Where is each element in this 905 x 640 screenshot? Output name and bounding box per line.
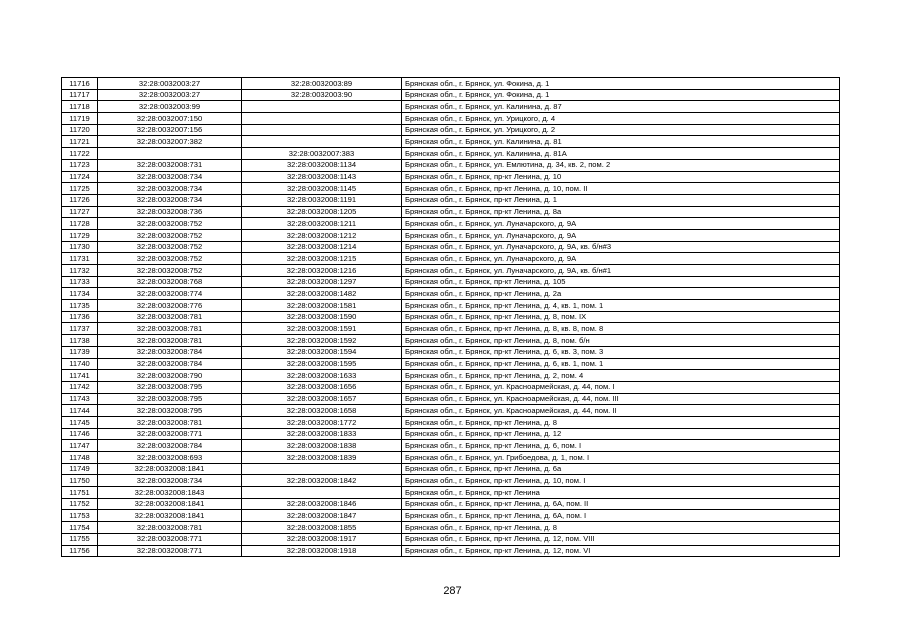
table-row bbox=[62, 498, 840, 510]
address-cell: Брянская обл., г. Брянск, ул. Луначарского, д. 9А, кв. б/н#3 bbox=[402, 241, 840, 253]
row-number-cell: 11756 bbox=[62, 545, 98, 557]
cadastral-number-cell: 32:28:0032003:27 bbox=[98, 78, 242, 90]
row-number-cell: 11731 bbox=[62, 253, 98, 265]
table-row bbox=[62, 124, 840, 136]
row-number-cell: 11754 bbox=[62, 522, 98, 534]
page-number: 287 bbox=[443, 585, 462, 597]
row-number-cell: 11722 bbox=[62, 148, 98, 160]
row-number-cell: 11733 bbox=[62, 276, 98, 288]
row-number-cell: 11723 bbox=[62, 159, 98, 171]
cadastral-number-cell: 32:28:0032008:736 bbox=[98, 206, 242, 218]
object-cadastral-number-cell: 32:28:0032008:1846 bbox=[242, 498, 402, 510]
row-number-cell: 11721 bbox=[62, 136, 98, 148]
address-cell: Брянская обл., г. Брянск, ул. Луначарского, д. 9А bbox=[402, 218, 840, 230]
cadastral-number-cell: 32:28:0032008:752 bbox=[98, 265, 242, 277]
object-cadastral-number-cell: 32:28:0032003:90 bbox=[242, 89, 402, 101]
object-cadastral-number-cell: 32:28:0032008:1633 bbox=[242, 370, 402, 382]
object-cadastral-number-cell bbox=[242, 113, 402, 125]
cadastral-number-cell: 32:28:0032008:731 bbox=[98, 159, 242, 171]
row-number-cell: 11730 bbox=[62, 241, 98, 253]
table-row bbox=[62, 78, 840, 90]
table-row bbox=[62, 136, 840, 148]
cadastral-number-cell: 32:28:0032008:781 bbox=[98, 335, 242, 347]
row-number-cell: 11727 bbox=[62, 206, 98, 218]
cadastral-number-cell: 32:28:0032007:150 bbox=[98, 113, 242, 125]
row-number-cell: 11747 bbox=[62, 440, 98, 452]
object-cadastral-number-cell: 32:28:0032008:1145 bbox=[242, 183, 402, 195]
address-cell: Брянская обл., г. Брянск, пр-кт Ленина, д. 1 bbox=[402, 194, 840, 206]
cadastral-number-cell: 32:28:0032003:27 bbox=[98, 89, 242, 101]
table-row bbox=[62, 346, 840, 358]
cadastral-number-cell: 32:28:0032008:734 bbox=[98, 183, 242, 195]
address-cell: Брянская обл., г. Брянск, ул. Красноармейская, д. 44, пом. I bbox=[402, 381, 840, 393]
address-cell: Брянская обл., г. Брянск, ул. Красноармейская, д. 44, пом. II bbox=[402, 405, 840, 417]
table-row bbox=[62, 545, 840, 557]
table-row bbox=[62, 171, 840, 183]
object-cadastral-number-cell: 32:28:0032008:1297 bbox=[242, 276, 402, 288]
row-number-cell: 11729 bbox=[62, 229, 98, 241]
table-row bbox=[62, 510, 840, 522]
object-cadastral-number-cell: 32:28:0032008:1205 bbox=[242, 206, 402, 218]
row-number-cell: 11736 bbox=[62, 311, 98, 323]
row-number-cell: 11719 bbox=[62, 113, 98, 125]
cadastral-number-cell: 32:28:0032008:752 bbox=[98, 218, 242, 230]
address-cell: Брянская обл., г. Брянск, пр-кт Ленина, д. 10 bbox=[402, 171, 840, 183]
table-row bbox=[62, 311, 840, 323]
row-number-cell: 11749 bbox=[62, 463, 98, 475]
row-number-cell: 11720 bbox=[62, 124, 98, 136]
cadastral-number-cell: 32:28:0032008:734 bbox=[98, 475, 242, 487]
row-number-cell: 11753 bbox=[62, 510, 98, 522]
table-row bbox=[62, 253, 840, 265]
table-row bbox=[62, 522, 840, 534]
address-cell: Брянская обл., г. Брянск, пр-кт Ленина, д. 8а bbox=[402, 206, 840, 218]
row-number-cell: 11735 bbox=[62, 300, 98, 312]
address-cell: Брянская обл., г. Брянск, ул. Красноармейская, д. 44, пом. III bbox=[402, 393, 840, 405]
object-cadastral-number-cell: 32:28:0032007:383 bbox=[242, 148, 402, 160]
address-cell: Брянская обл., г. Брянск, пр-кт Ленина, д. 10, пом. II bbox=[402, 183, 840, 195]
address-cell: Брянская обл., г. Брянск, пр-кт Ленина bbox=[402, 487, 840, 499]
table-row bbox=[62, 440, 840, 452]
object-cadastral-number-cell: 32:28:0032008:1833 bbox=[242, 428, 402, 440]
object-cadastral-number-cell: 32:28:0032008:1658 bbox=[242, 405, 402, 417]
row-number-cell: 11739 bbox=[62, 346, 98, 358]
address-cell: Брянская обл., г. Брянск, ул. Луначарского, д. 9А bbox=[402, 229, 840, 241]
table-row bbox=[62, 370, 840, 382]
address-cell: Брянская обл., г. Брянск, пр-кт Ленина, д. 12 bbox=[402, 428, 840, 440]
table-row bbox=[62, 276, 840, 288]
table-row bbox=[62, 487, 840, 499]
address-cell: Брянская обл., г. Брянск, пр-кт Ленина, д. 105 bbox=[402, 276, 840, 288]
table-row bbox=[62, 113, 840, 125]
address-cell: Брянская обл., г. Брянск, пр-кт Ленина, д. 12, пом. VIII bbox=[402, 533, 840, 545]
address-cell: Брянская обл., г. Брянск, ул. Фокина, д. 1 bbox=[402, 78, 840, 90]
table-row bbox=[62, 148, 840, 160]
table-row bbox=[62, 452, 840, 464]
address-cell: Брянская обл., г. Брянск, пр-кт Ленина, д. 6, пом. I bbox=[402, 440, 840, 452]
address-cell: Брянская обл., г. Брянск, ул. Луначарского, д. 9А bbox=[402, 253, 840, 265]
cadastral-number-cell: 32:28:0032008:795 bbox=[98, 393, 242, 405]
row-number-cell: 11751 bbox=[62, 487, 98, 499]
address-cell: Брянская обл., г. Брянск, ул. Урицкого, д. 4 bbox=[402, 113, 840, 125]
address-cell: Брянская обл., г. Брянск, пр-кт Ленина, д. 8, пом. б/н bbox=[402, 335, 840, 347]
table-row bbox=[62, 533, 840, 545]
table-row bbox=[62, 206, 840, 218]
object-cadastral-number-cell: 32:28:0032008:1839 bbox=[242, 452, 402, 464]
row-number-cell: 11744 bbox=[62, 405, 98, 417]
address-cell: Брянская обл., г. Брянск, пр-кт Ленина, д. 10, пом. I bbox=[402, 475, 840, 487]
address-cell: Брянская обл., г. Брянск, пр-кт Ленина, д. 12, пом. VI bbox=[402, 545, 840, 557]
object-cadastral-number-cell: 32:28:0032008:1847 bbox=[242, 510, 402, 522]
cadastral-number-cell: 32:28:0032008:1843 bbox=[98, 487, 242, 499]
address-cell: Брянская обл., г. Брянск, пр-кт Ленина, д. 6а bbox=[402, 463, 840, 475]
table-row bbox=[62, 428, 840, 440]
cadastral-number-cell: 32:28:0032008:768 bbox=[98, 276, 242, 288]
table-row bbox=[62, 381, 840, 393]
registry-table-body bbox=[62, 78, 840, 557]
cadastral-number-cell: 32:28:0032008:784 bbox=[98, 440, 242, 452]
cadastral-number-cell: 32:28:0032008:752 bbox=[98, 229, 242, 241]
address-cell: Брянская обл., г. Брянск, ул. Урицкого, д. 2 bbox=[402, 124, 840, 136]
table-row bbox=[62, 463, 840, 475]
table-row bbox=[62, 288, 840, 300]
cadastral-number-cell: 32:28:0032008:1841 bbox=[98, 510, 242, 522]
row-number-cell: 11716 bbox=[62, 78, 98, 90]
table-row bbox=[62, 335, 840, 347]
cadastral-number-cell: 32:28:0032008:1841 bbox=[98, 463, 242, 475]
cadastral-number-cell: 32:28:0032008:774 bbox=[98, 288, 242, 300]
object-cadastral-number-cell bbox=[242, 101, 402, 113]
object-cadastral-number-cell: 32:28:0032008:1594 bbox=[242, 346, 402, 358]
table-row bbox=[62, 101, 840, 113]
object-cadastral-number-cell: 32:28:0032008:1656 bbox=[242, 381, 402, 393]
cadastral-number-cell: 32:28:0032008:790 bbox=[98, 370, 242, 382]
cadastral-number-cell: 32:28:0032007:156 bbox=[98, 124, 242, 136]
table-row bbox=[62, 416, 840, 428]
object-cadastral-number-cell: 32:28:0032008:1214 bbox=[242, 241, 402, 253]
object-cadastral-number-cell: 32:28:0032008:1191 bbox=[242, 194, 402, 206]
cadastral-number-cell: 32:28:0032008:781 bbox=[98, 323, 242, 335]
address-cell: Брянская обл., г. Брянск, пр-кт Ленина, д. 8 bbox=[402, 522, 840, 534]
row-number-cell: 11745 bbox=[62, 416, 98, 428]
row-number-cell: 11738 bbox=[62, 335, 98, 347]
address-cell: Брянская обл., г. Брянск, ул. Фокина, д. 1 bbox=[402, 89, 840, 101]
cadastral-number-cell: 32:28:0032008:784 bbox=[98, 358, 242, 370]
table-row bbox=[62, 241, 840, 253]
row-number-cell: 11725 bbox=[62, 183, 98, 195]
address-cell: Брянская обл., г. Брянск, пр-кт Ленина, д. 6, кв. 1, пом. 1 bbox=[402, 358, 840, 370]
table-row bbox=[62, 159, 840, 171]
row-number-cell: 11750 bbox=[62, 475, 98, 487]
table-row bbox=[62, 358, 840, 370]
row-number-cell: 11734 bbox=[62, 288, 98, 300]
cadastral-number-cell: 32:28:0032008:795 bbox=[98, 381, 242, 393]
address-cell: Брянская обл., г. Брянск, ул. Емлютина, д. 34, кв. 2, пом. 2 bbox=[402, 159, 840, 171]
row-number-cell: 11755 bbox=[62, 533, 98, 545]
row-number-cell: 11726 bbox=[62, 194, 98, 206]
object-cadastral-number-cell: 32:28:0032008:1657 bbox=[242, 393, 402, 405]
object-cadastral-number-cell: 32:28:0032008:1591 bbox=[242, 323, 402, 335]
address-cell: Брянская обл., г. Брянск, пр-кт Ленина, д. 6А, пом. I bbox=[402, 510, 840, 522]
object-cadastral-number-cell: 32:28:0032008:1855 bbox=[242, 522, 402, 534]
object-cadastral-number-cell: 32:28:0032008:1592 bbox=[242, 335, 402, 347]
cadastral-number-cell: 32:28:0032008:771 bbox=[98, 533, 242, 545]
registry-table bbox=[61, 77, 840, 557]
object-cadastral-number-cell bbox=[242, 124, 402, 136]
object-cadastral-number-cell: 32:28:0032008:1772 bbox=[242, 416, 402, 428]
object-cadastral-number-cell: 32:28:0032008:1216 bbox=[242, 265, 402, 277]
table-row bbox=[62, 183, 840, 195]
cadastral-number-cell: 32:28:0032008:781 bbox=[98, 416, 242, 428]
row-number-cell: 11737 bbox=[62, 323, 98, 335]
cadastral-number-cell bbox=[98, 148, 242, 160]
address-cell: Брянская обл., г. Брянск, пр-кт Ленина, д. 8 bbox=[402, 416, 840, 428]
cadastral-number-cell: 32:28:0032008:734 bbox=[98, 171, 242, 183]
table-row bbox=[62, 393, 840, 405]
object-cadastral-number-cell: 32:28:0032008:1917 bbox=[242, 533, 402, 545]
cadastral-number-cell: 32:28:0032008:771 bbox=[98, 545, 242, 557]
address-cell: Брянская обл., г. Брянск, пр-кт Ленина, д. 6, кв. 3, пом. 3 bbox=[402, 346, 840, 358]
table-row bbox=[62, 405, 840, 417]
object-cadastral-number-cell: 32:28:0032008:1838 bbox=[242, 440, 402, 452]
object-cadastral-number-cell bbox=[242, 487, 402, 499]
cadastral-number-cell: 32:28:0032008:752 bbox=[98, 253, 242, 265]
object-cadastral-number-cell: 32:28:0032008:1212 bbox=[242, 229, 402, 241]
address-cell: Брянская обл., г. Брянск, пр-кт Ленина, д. 8, кв. 8, пом. 8 bbox=[402, 323, 840, 335]
cadastral-number-cell: 32:28:0032008:1841 bbox=[98, 498, 242, 510]
object-cadastral-number-cell: 32:28:0032008:1590 bbox=[242, 311, 402, 323]
row-number-cell: 11724 bbox=[62, 171, 98, 183]
object-cadastral-number-cell: 32:28:0032003:89 bbox=[242, 78, 402, 90]
object-cadastral-number-cell: 32:28:0032008:1595 bbox=[242, 358, 402, 370]
row-number-cell: 11752 bbox=[62, 498, 98, 510]
object-cadastral-number-cell: 32:28:0032008:1134 bbox=[242, 159, 402, 171]
row-number-cell: 11718 bbox=[62, 101, 98, 113]
cadastral-number-cell: 32:28:0032008:776 bbox=[98, 300, 242, 312]
cadastral-number-cell: 32:28:0032008:781 bbox=[98, 522, 242, 534]
object-cadastral-number-cell bbox=[242, 136, 402, 148]
object-cadastral-number-cell: 32:28:0032008:1842 bbox=[242, 475, 402, 487]
cadastral-number-cell: 32:28:0032008:752 bbox=[98, 241, 242, 253]
row-number-cell: 11740 bbox=[62, 358, 98, 370]
table-row bbox=[62, 194, 840, 206]
address-cell: Брянская обл., г. Брянск, пр-кт Ленина, д. 6А, пом. II bbox=[402, 498, 840, 510]
row-number-cell: 11742 bbox=[62, 381, 98, 393]
object-cadastral-number-cell: 32:28:0032008:1211 bbox=[242, 218, 402, 230]
object-cadastral-number-cell: 32:28:0032008:1918 bbox=[242, 545, 402, 557]
address-cell: Брянская обл., г. Брянск, пр-кт Ленина, д. 2, пом. 4 bbox=[402, 370, 840, 382]
row-number-cell: 11746 bbox=[62, 428, 98, 440]
table-row bbox=[62, 265, 840, 277]
address-cell: Брянская обл., г. Брянск, пр-кт Ленина, д. 4, кв. 1, пом. 1 bbox=[402, 300, 840, 312]
row-number-cell: 11741 bbox=[62, 370, 98, 382]
address-cell: Брянская обл., г. Брянск, ул. Калинина, д. 87 bbox=[402, 101, 840, 113]
cadastral-number-cell: 32:28:0032008:784 bbox=[98, 346, 242, 358]
address-cell: Брянская обл., г. Брянск, пр-кт Ленина, д. 8, пом. IX bbox=[402, 311, 840, 323]
object-cadastral-number-cell: 32:28:0032008:1215 bbox=[242, 253, 402, 265]
cadastral-number-cell: 32:28:0032008:734 bbox=[98, 194, 242, 206]
cadastral-number-cell: 32:28:0032008:795 bbox=[98, 405, 242, 417]
object-cadastral-number-cell bbox=[242, 463, 402, 475]
object-cadastral-number-cell: 32:28:0032008:1143 bbox=[242, 171, 402, 183]
cadastral-number-cell: 32:28:0032007:382 bbox=[98, 136, 242, 148]
address-cell: Брянская обл., г. Брянск, ул. Калинина, д. 81А bbox=[402, 148, 840, 160]
object-cadastral-number-cell: 32:28:0032008:1482 bbox=[242, 288, 402, 300]
cadastral-number-cell: 32:28:0032008:693 bbox=[98, 452, 242, 464]
row-number-cell: 11717 bbox=[62, 89, 98, 101]
row-number-cell: 11732 bbox=[62, 265, 98, 277]
address-cell: Брянская обл., г. Брянск, пр-кт Ленина, д. 2а bbox=[402, 288, 840, 300]
table-row bbox=[62, 323, 840, 335]
row-number-cell: 11743 bbox=[62, 393, 98, 405]
row-number-cell: 11748 bbox=[62, 452, 98, 464]
table-row bbox=[62, 89, 840, 101]
table-row bbox=[62, 218, 840, 230]
address-cell: Брянская обл., г. Брянск, ул. Луначарского, д. 9А, кв. б/н#1 bbox=[402, 265, 840, 277]
table-row bbox=[62, 300, 840, 312]
address-cell: Брянская обл., г. Брянск, ул. Грибоедова, д. 1, пом. I bbox=[402, 452, 840, 464]
table-row bbox=[62, 229, 840, 241]
cadastral-number-cell: 32:28:0032008:771 bbox=[98, 428, 242, 440]
table-row bbox=[62, 475, 840, 487]
cadastral-number-cell: 32:28:0032008:781 bbox=[98, 311, 242, 323]
row-number-cell: 11728 bbox=[62, 218, 98, 230]
cadastral-number-cell: 32:28:0032003:99 bbox=[98, 101, 242, 113]
object-cadastral-number-cell: 32:28:0032008:1581 bbox=[242, 300, 402, 312]
address-cell: Брянская обл., г. Брянск, ул. Калинина, д. 81 bbox=[402, 136, 840, 148]
